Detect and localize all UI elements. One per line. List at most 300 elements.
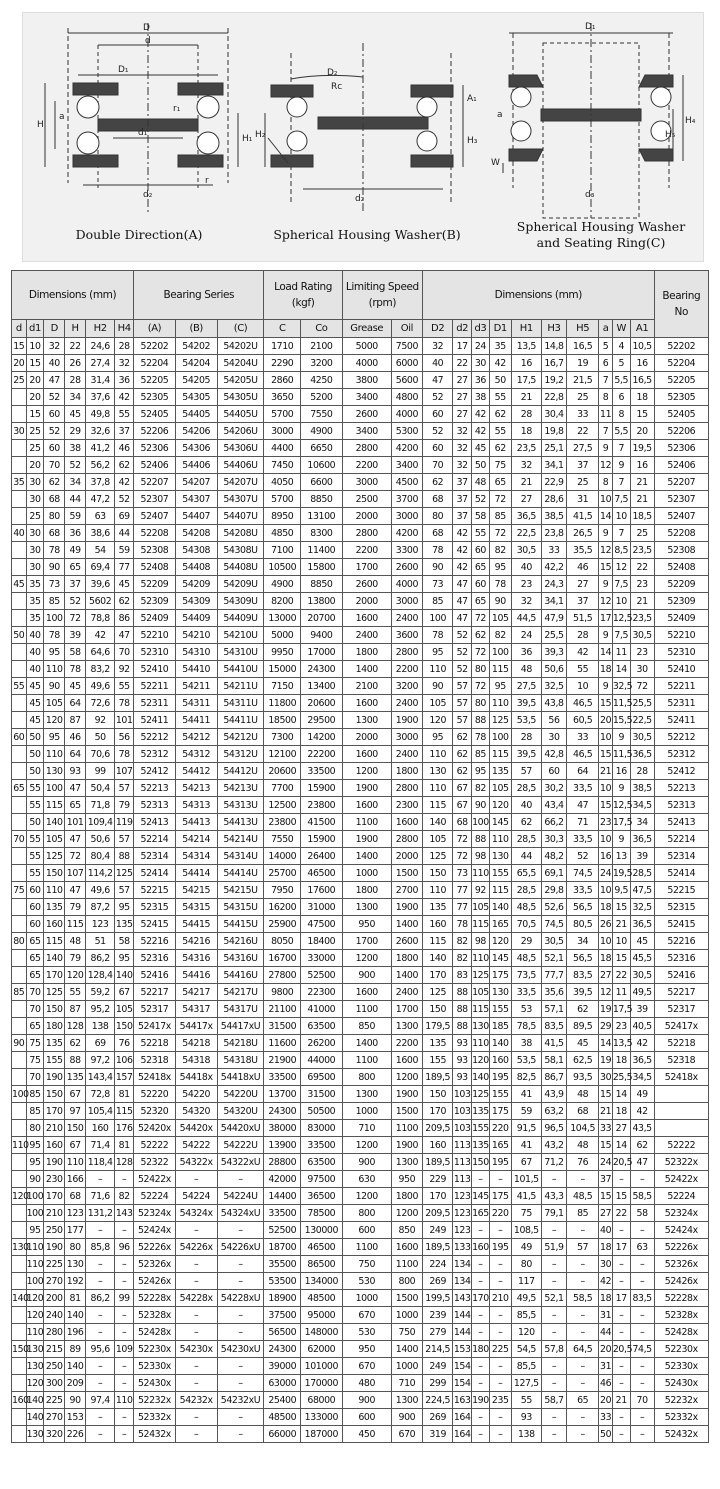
table-cell: 45 <box>566 1035 598 1052</box>
table-cell: 119 <box>115 814 134 831</box>
table-cell: 52 <box>566 848 598 865</box>
table-cell: 155 <box>489 1086 511 1103</box>
table-cell: 54314 <box>175 848 217 865</box>
table-cell: 36,5 <box>630 916 654 933</box>
table-cell: 24300 <box>264 1341 301 1358</box>
table-cell: 39,6 <box>86 576 115 593</box>
table-cell: 90 <box>489 593 511 610</box>
table-cell: 11 <box>599 406 613 423</box>
table-cell: 13100 <box>300 508 342 525</box>
table-cell: 1800 <box>342 882 391 899</box>
table-cell: 19 <box>566 355 598 372</box>
table-cell: 138 <box>511 1426 541 1443</box>
table-cell: 70 <box>26 1069 44 1086</box>
table-cell: 57 <box>115 882 134 899</box>
table-cell: 20600 <box>264 763 301 780</box>
table-cell: 70 <box>12 831 27 848</box>
table-cell: 1600 <box>342 610 391 627</box>
table-cell <box>12 491 27 508</box>
table-cell: 85,8 <box>86 1239 115 1256</box>
table-cell: 57 <box>115 780 134 797</box>
table-cell: 1200 <box>391 1069 422 1086</box>
table-cell: 32 <box>453 440 472 457</box>
table-cell: 52228x <box>134 1290 176 1307</box>
table-cell <box>12 1171 27 1188</box>
table-cell: 23,8 <box>541 525 566 542</box>
table-cell: 52320 <box>134 1103 176 1120</box>
table-cell: 150 <box>44 865 65 882</box>
table-cell: 54406 <box>175 457 217 474</box>
table-cell: 38,6 <box>86 525 115 542</box>
table-cell: 49 <box>511 1239 541 1256</box>
table-cell: 160 <box>472 1239 490 1256</box>
table-cell: 220 <box>489 1120 511 1137</box>
table-cell: 200 <box>44 1290 65 1307</box>
table-cell: 105 <box>423 831 453 848</box>
table-cell: 19,5 <box>630 440 654 457</box>
table-cell: 4250 <box>300 372 342 389</box>
diagram-c-caption-line2: and Seating Ring(C) <box>536 235 666 250</box>
table-cell: 24 <box>511 627 541 644</box>
table-cell: 165 <box>472 1205 490 1222</box>
table-cell: 90 <box>26 1171 44 1188</box>
table-cell: 14 <box>612 661 630 678</box>
table-cell: 55 <box>26 797 44 814</box>
table-cell: 87 <box>65 1001 86 1018</box>
table-cell: 32 <box>511 593 541 610</box>
table-cell: 143 <box>115 1205 134 1222</box>
table-cell: 229 <box>423 1171 453 1188</box>
table-row <box>12 372 709 389</box>
table-cell: 54317U <box>217 1001 264 1018</box>
table-cell: 52213 <box>654 780 708 797</box>
table-cell: 33 <box>599 1409 613 1426</box>
table-cell: 21 <box>599 763 613 780</box>
table-cell: 35 <box>26 576 44 593</box>
table-cell: 140 <box>423 814 453 831</box>
table-cell: 52214 <box>134 831 176 848</box>
table-cell: 22,5 <box>630 712 654 729</box>
table-cell: 17 <box>612 1290 630 1307</box>
table-cell: 7700 <box>264 780 301 797</box>
table-cell: 9 <box>612 457 630 474</box>
table-cell: 62 <box>489 406 511 423</box>
table-cell: – <box>86 1324 115 1341</box>
table-cell: – <box>489 1171 511 1188</box>
table-cell: 55 <box>12 678 27 695</box>
table-cell: 42 <box>472 406 490 423</box>
table-cell: 128 <box>115 1154 134 1171</box>
table-cell: 80 <box>423 508 453 525</box>
table-cell: 24 <box>599 1154 613 1171</box>
table-cell: 40 <box>511 559 541 576</box>
table-cell: 18 <box>511 423 541 440</box>
table-cell: 900 <box>342 1392 391 1409</box>
table-cell: 2400 <box>391 610 422 627</box>
table-cell: 54202U <box>217 338 264 355</box>
column-header: D1 <box>489 320 511 338</box>
table-cell: 30,5 <box>541 933 566 950</box>
table-cell: 10,5 <box>630 338 654 355</box>
table-cell: 41500 <box>300 814 342 831</box>
table-cell: 41,5 <box>541 1035 566 1052</box>
table-cell: 100 <box>489 729 511 746</box>
table-cell: 47 <box>453 576 472 593</box>
table-cell: 60,5 <box>566 712 598 729</box>
table-cell: 52430x <box>134 1375 176 1392</box>
table-cell: 1100 <box>342 1052 391 1069</box>
table-cell: 20 <box>599 1341 613 1358</box>
table-cell: 45 <box>26 712 44 729</box>
table-cell: 54212 <box>175 729 217 746</box>
table-cell: – <box>86 1307 115 1324</box>
table-cell: 9 <box>612 831 630 848</box>
table-cell: 75 <box>511 1205 541 1222</box>
table-cell: 8950 <box>264 508 301 525</box>
table-cell: 153 <box>65 1409 86 1426</box>
table-cell: 78,8 <box>86 610 115 627</box>
table-cell: 4000 <box>391 406 422 423</box>
table-cell: 54420xU <box>217 1120 264 1137</box>
table-cell: 72 <box>65 848 86 865</box>
table-cell: 20 <box>630 423 654 440</box>
table-cell: 5300 <box>391 423 422 440</box>
table-cell: 52230x <box>134 1341 176 1358</box>
table-cell: 62 <box>566 1001 598 1018</box>
table-cell: 101 <box>115 712 134 729</box>
table-cell: 26400 <box>300 848 342 865</box>
table-cell: 90 <box>65 1392 86 1409</box>
table-cell: 52310 <box>134 644 176 661</box>
table-cell: 37 <box>453 491 472 508</box>
svg-text:r₁: r₁ <box>173 104 181 114</box>
table-cell: – <box>489 1409 511 1426</box>
table-cell: 120 <box>26 1290 44 1307</box>
table-cell: 17600 <box>300 882 342 899</box>
table-cell: 130 <box>26 1358 44 1375</box>
table-cell: 57 <box>566 1239 598 1256</box>
table-cell: 135 <box>423 1035 453 1052</box>
table-cell: 130 <box>65 1256 86 1273</box>
table-cell: 28,5 <box>630 865 654 882</box>
table-cell: 92 <box>472 882 490 899</box>
table-cell: 85 <box>423 593 453 610</box>
table-cell: 155 <box>489 1001 511 1018</box>
svg-text:H₄: H₄ <box>685 116 696 126</box>
table-cell: 82 <box>489 542 511 559</box>
table-cell: 125 <box>472 1086 490 1103</box>
table-cell: 42000 <box>264 1171 301 1188</box>
table-cell: 51,9 <box>541 1239 566 1256</box>
table-cell: 39 <box>65 627 86 644</box>
table-cell: 25,5 <box>630 695 654 712</box>
table-cell: 110 <box>472 950 490 967</box>
table-cell: 78,5 <box>511 1018 541 1035</box>
table-cell: 22 <box>566 423 598 440</box>
table-cell: 101,5 <box>511 1171 541 1188</box>
table-cell: 215 <box>44 1341 65 1358</box>
table-cell: 18 <box>599 1239 613 1256</box>
table-cell: 32 <box>44 338 65 355</box>
table-cell: 4000 <box>342 355 391 372</box>
table-cell: 25 <box>566 389 598 406</box>
table-cell: 52322x <box>654 1154 708 1171</box>
table-cell: 12 <box>612 559 630 576</box>
table-cell: – <box>217 1426 264 1443</box>
table-cell: 47 <box>115 627 134 644</box>
table-cell: 45 <box>630 933 654 950</box>
table-cell: 95 <box>26 1154 44 1171</box>
table-cell: 70 <box>44 457 65 474</box>
table-cell: 52406 <box>134 457 176 474</box>
table-cell: 37 <box>566 457 598 474</box>
table-cell: 20,5 <box>612 1154 630 1171</box>
table-cell: 55 <box>511 1392 541 1409</box>
table-cell: 2600 <box>342 576 391 593</box>
table-cell: 20 <box>26 457 44 474</box>
table-cell: 110 <box>26 1256 44 1273</box>
table-cell: 92 <box>115 661 134 678</box>
table-cell: 52314 <box>654 848 708 865</box>
table-cell <box>12 865 27 882</box>
table-cell: 52209 <box>654 576 708 593</box>
table-cell <box>12 797 27 814</box>
table-cell: 670 <box>342 1307 391 1324</box>
table-cell <box>12 1018 27 1035</box>
table-cell: 9 <box>599 627 613 644</box>
table-cell: – <box>612 1256 630 1273</box>
table-cell: 47 <box>44 372 65 389</box>
table-cell: 65 <box>65 797 86 814</box>
table-cell: 52430x <box>654 1375 708 1392</box>
table-cell: – <box>472 1222 490 1239</box>
table-cell: 60 <box>472 576 490 593</box>
table-cell: 54309 <box>175 593 217 610</box>
table-cell: 70 <box>115 644 134 661</box>
table-cell: 54322xU <box>217 1154 264 1171</box>
column-header: Oil <box>391 320 422 338</box>
table-cell: 43,9 <box>541 1086 566 1103</box>
table-cell: 135 <box>489 763 511 780</box>
table-cell <box>12 661 27 678</box>
table-cell: 150 <box>65 1120 86 1137</box>
table-cell: 16200 <box>264 899 301 916</box>
table-cell: 44 <box>115 525 134 542</box>
table-cell: 44 <box>65 491 86 508</box>
table-cell: 28,5 <box>511 882 541 899</box>
table-cell: 32,5 <box>541 678 566 695</box>
header-limiting-speed: Limiting Speed (rpm) <box>342 271 422 320</box>
table-cell: 1900 <box>391 1137 422 1154</box>
table-cell: 120 <box>65 967 86 984</box>
column-header: d1 <box>26 320 44 338</box>
table-cell: 2800 <box>391 780 422 797</box>
table-row <box>12 1273 709 1290</box>
table-cell: 54415 <box>175 916 217 933</box>
table-cell: 27,5 <box>566 440 598 457</box>
table-cell: 33500 <box>264 1205 301 1222</box>
table-cell: – <box>566 1358 598 1375</box>
table-cell: 1000 <box>342 1103 391 1120</box>
table-row <box>12 797 709 814</box>
table-cell: 40 <box>423 355 453 372</box>
table-cell: 58 <box>65 644 86 661</box>
table-cell: 89,5 <box>566 1018 598 1035</box>
table-cell: 123 <box>65 1205 86 1222</box>
table-cell: 600 <box>342 1222 391 1239</box>
table-cell: 21100 <box>264 1001 301 1018</box>
table-cell: 30 <box>630 661 654 678</box>
table-cell: 900 <box>342 1154 391 1171</box>
table-cell: 28 <box>566 627 598 644</box>
table-cell: 1600 <box>391 1239 422 1256</box>
table-cell: 42 <box>472 423 490 440</box>
table-cell: 45 <box>26 695 44 712</box>
table-row <box>12 627 709 644</box>
table-cell: 117 <box>511 1273 541 1290</box>
table-cell: 15 <box>26 406 44 423</box>
table-cell: 54305U <box>217 389 264 406</box>
table-cell: 39,3 <box>541 644 566 661</box>
table-cell: 154 <box>453 1358 472 1375</box>
table-cell: 1900 <box>391 712 422 729</box>
table-cell: 37 <box>453 474 472 491</box>
table-cell: 1100 <box>342 1001 391 1018</box>
table-cell: 1900 <box>391 899 422 916</box>
table-cell: 138 <box>86 1018 115 1035</box>
table-cell: 150 <box>423 1001 453 1018</box>
table-cell: 130 <box>489 848 511 865</box>
table-cell: 21 <box>612 916 630 933</box>
table-cell: 62 <box>44 474 65 491</box>
table-cell: 52224 <box>134 1188 176 1205</box>
table-cell: 16,5 <box>630 372 654 389</box>
table-cell: 2600 <box>391 559 422 576</box>
table-cell: 95 <box>115 899 134 916</box>
table-cell: 67 <box>65 1137 86 1154</box>
table-cell: 60 <box>44 406 65 423</box>
table-cell: 27 <box>599 1205 613 1222</box>
table-cell: 3800 <box>342 372 391 389</box>
table-cell: 1000 <box>391 1358 422 1375</box>
table-cell: 15 <box>599 746 613 763</box>
table-cell: – <box>612 1426 630 1443</box>
table-cell: 86,2 <box>86 950 115 967</box>
table-cell: – <box>541 1324 566 1341</box>
table-cell: 210 <box>44 1205 65 1222</box>
table-cell: 37 <box>115 423 134 440</box>
table-row <box>12 916 709 933</box>
table-cell: 19 <box>599 1052 613 1069</box>
table-cell: 140 <box>65 1358 86 1375</box>
table-cell: 1000 <box>391 1307 422 1324</box>
table-cell: 52413 <box>134 814 176 831</box>
table-cell: 54409U <box>217 610 264 627</box>
table-cell: 140 <box>115 967 134 984</box>
table-cell: 54416 <box>175 967 217 984</box>
table-cell: 100 <box>26 1188 44 1205</box>
table-cell: 54216U <box>217 933 264 950</box>
table-cell: 52 <box>65 457 86 474</box>
table-cell: 8 <box>599 389 613 406</box>
table-cell: 52411 <box>654 712 708 729</box>
column-header: H3 <box>541 320 566 338</box>
table-cell: 51,5 <box>566 610 598 627</box>
table-cell: 23 <box>630 576 654 593</box>
table-cell: 62 <box>453 729 472 746</box>
table-cell: – <box>472 1426 490 1443</box>
table-cell: 77 <box>453 899 472 916</box>
table-cell: 1800 <box>391 763 422 780</box>
table-cell: 20700 <box>300 610 342 627</box>
table-cell: 2860 <box>264 372 301 389</box>
table-cell: 54214 <box>175 831 217 848</box>
table-cell: 50 <box>12 627 27 644</box>
table-cell: 850 <box>342 1018 391 1035</box>
table-cell: 160 <box>86 1120 115 1137</box>
table-cell: 90 <box>423 559 453 576</box>
table-cell: 54316 <box>175 950 217 967</box>
table-cell: 86500 <box>300 1256 342 1273</box>
table-cell: 98 <box>472 933 490 950</box>
table-cell: 78 <box>423 542 453 559</box>
table-cell: 83,5 <box>566 967 598 984</box>
svg-text:D₂: D₂ <box>327 68 338 78</box>
table-cell: 36 <box>65 525 86 542</box>
table-row <box>12 1358 709 1375</box>
table-cell: 59 <box>65 508 86 525</box>
table-cell: 123 <box>453 1222 472 1239</box>
table-cell: 180 <box>44 1018 65 1035</box>
table-cell: – <box>612 1409 630 1426</box>
table-cell: 48 <box>566 1137 598 1154</box>
table-cell: 47 <box>630 1154 654 1171</box>
table-cell: 52312 <box>134 746 176 763</box>
table-cell: 46,5 <box>566 695 598 712</box>
table-cell: 9 <box>599 678 613 695</box>
table-cell: 70,5 <box>511 916 541 933</box>
table-cell: 54407 <box>175 508 217 525</box>
table-cell: 63500 <box>300 1018 342 1035</box>
table-cell: 80 <box>26 1120 44 1137</box>
table-cell: 55 <box>115 678 134 695</box>
table-cell: 1100 <box>391 1256 422 1273</box>
table-cell: 13 <box>612 848 630 865</box>
table-cell: 30,5 <box>630 967 654 984</box>
table-cell: 11,5 <box>612 746 630 763</box>
table-cell: 100 <box>472 814 490 831</box>
table-cell: 52408 <box>654 559 708 576</box>
table-cell: 2600 <box>391 933 422 950</box>
table-row <box>12 848 709 865</box>
table-cell: 52211 <box>134 678 176 695</box>
table-cell <box>12 457 27 474</box>
table-cell: 130 <box>472 1018 490 1035</box>
table-row <box>12 814 709 831</box>
table-cell: 54324xU <box>217 1205 264 1222</box>
table-cell: 670 <box>342 1358 391 1375</box>
table-cell: 50 <box>489 372 511 389</box>
table-cell: 24300 <box>300 661 342 678</box>
table-cell: 95000 <box>300 1307 342 1324</box>
diagram-a-caption: Double Direction(A) <box>75 227 203 242</box>
table-cell: 3000 <box>391 593 422 610</box>
table-cell: 83,5 <box>630 1290 654 1307</box>
table-cell: 52330x <box>134 1358 176 1375</box>
table-row <box>12 1307 709 1324</box>
table-cell: 37500 <box>264 1307 301 1324</box>
table-cell: 95 <box>423 644 453 661</box>
